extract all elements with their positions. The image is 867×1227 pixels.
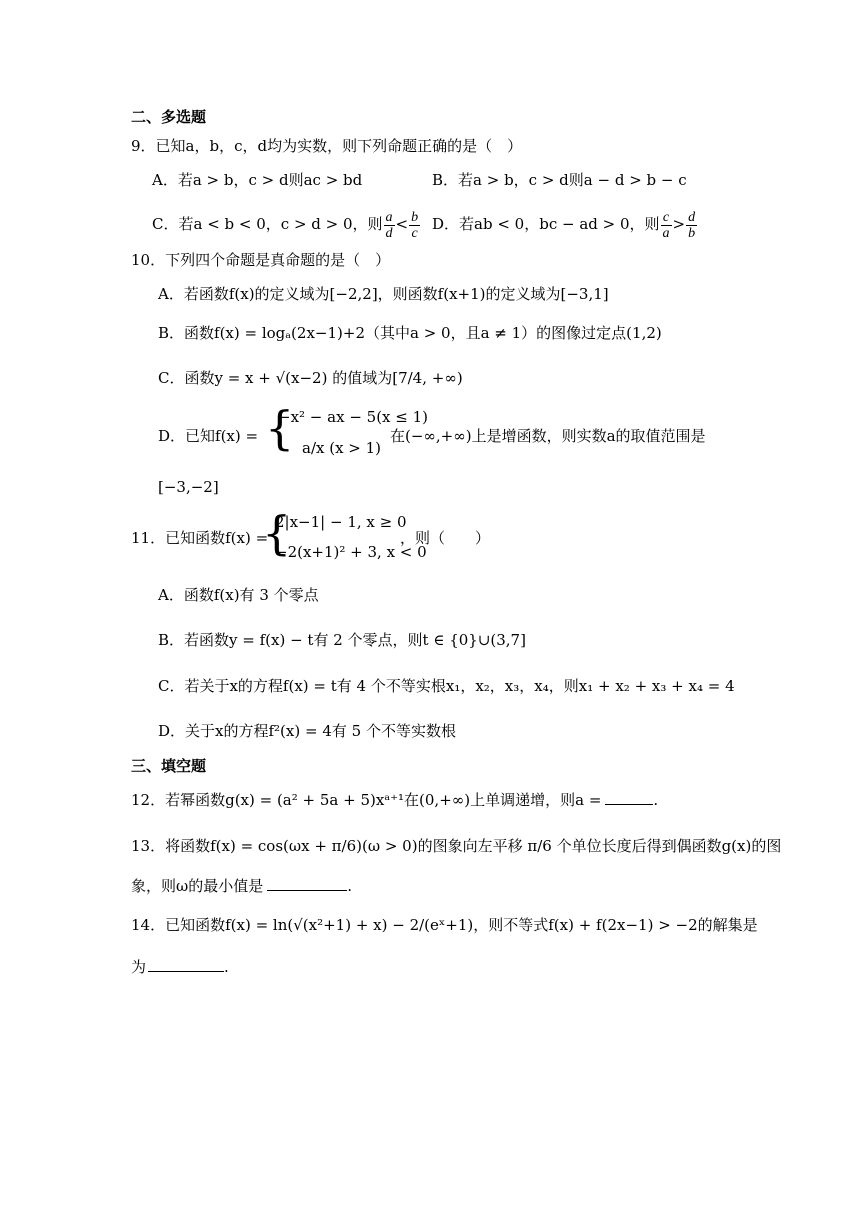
q11-stem: 11．已知函数f(x) = [131,529,269,547]
q9-option-a: A．若a > b，c > d则ac > bd [152,171,363,189]
q11-stem-end: ，则（ ） [400,529,491,547]
q10-stem: 10．下列四个命题是真命题的是（ ） [131,251,391,269]
q9-c-fraction-2 [409,210,420,241]
frac-denominator: b [688,225,696,241]
q10-option-d-text: 在(−∞,+∞)上是增函数，则实数a的取值范围是 [390,427,706,445]
q14-line-2-text: 为 [131,958,147,976]
q13-line-1: 13．将函数f(x) = cos(ωx + π/6)(ω > 0)的图象向左平移 π/6 个单位长度后得到偶函数g(x)的图 [131,837,782,855]
q10-option-b: B．函数f(x) = logₐ(2x−1)+2（其中a > 0，且a ≠ 1）的图像过定点(1,2) [158,324,662,342]
q10-d-case-1: −x² − ax − 5(x ≤ 1) [278,408,429,426]
q11-option-a: A．函数f(x)有 3 个零点 [158,586,319,604]
q12-text: 12．若幂函数g(x) = (a² + 5a + 5)xᵃ⁺¹在(0,+∞)上单调递增，则a = [131,791,602,809]
left-brace-icon: { [265,401,295,455]
q9-option-d [432,206,698,242]
section-title-fill-in: 三、填空题 [131,757,207,775]
q10-option-c [158,368,463,388]
q12-answer-blank[interactable] [605,790,653,805]
frac-numerator: b [411,209,419,225]
q10-option-c-text: C．函数y = x + √(x−2) 的值域为 [158,369,393,387]
q9-d-fraction-2 [686,210,697,241]
frac-numerator: a [385,209,393,225]
q9-option-d-text: D．若ab < 0，bc − ad > 0，则 [432,215,660,233]
left-brace-icon: { [262,506,292,560]
q9-option-b: B．若a > b，c > d则a − d > b − c [432,171,687,189]
q14-line-2 [131,957,229,977]
q9-d-operator: > [672,215,686,233]
q13-line-2-text: 象，则ω的最小值是 [131,877,264,895]
q10-option-d-label: D．已知f(x) = [158,427,259,445]
q11-option-b: B．若函数y = f(x) − t有 2 个零点，则t ∈ {0}∪(3,7] [158,631,526,649]
q9-option-c-text: C．若a < b < 0，c > d > 0，则 [152,215,383,233]
q14-line-1: 14．已知函数f(x) = ln(√(x²+1) + x) − 2/(eˣ+1)，则不等式f(x) + f(2x−1) > −2的解集是 [131,916,758,934]
q14-answer-blank[interactable] [148,957,224,972]
section-title-multiple-choice: 二、多选题 [131,108,207,126]
q10-option-d-answer: [−3,−2] [158,478,219,496]
q10-d-case-2: a/x (x > 1) [302,439,382,457]
q12-end: . [653,791,659,809]
q13-end: . [347,877,353,895]
q12 [131,790,658,810]
q10-c-interval: [7/4, +∞) [392,369,463,387]
q11-option-c: C．若关于x的方程f(x) = t有 4 个不等实根x₁，x₂，x₃，x₄，则x₁ + x₂ + x₃ + x₄ = 4 [158,677,735,695]
q9-d-fraction-1 [661,210,672,241]
frac-denominator: a [662,225,670,241]
frac-denominator: c [411,225,418,241]
q9-stem: 9．已知a，b，c，d均为实数，则下列命题正确的是（ ） [131,137,523,155]
q13-line-2 [131,876,352,896]
q10-option-a: A．若函数f(x)的定义域为[−2,2]，则函数f(x+1)的定义域为[−3,1] [158,285,609,303]
q9-option-c [152,206,421,242]
q9-c-fraction-1 [384,210,395,241]
frac-numerator: c [661,210,672,226]
frac-denominator: d [385,225,393,241]
q11-option-d: D．关于x的方程f²(x) = 4有 5 个不等实数根 [158,722,456,740]
q11-case-2: −2(x+1)² + 3, x < 0 [275,543,427,561]
frac-numerator: d [688,209,696,225]
q9-c-operator: < [395,215,409,233]
q13-answer-blank[interactable] [267,876,347,891]
q11-case-1: 2|x−1| − 1, x ≥ 0 [275,513,407,531]
q14-end: . [224,958,229,976]
